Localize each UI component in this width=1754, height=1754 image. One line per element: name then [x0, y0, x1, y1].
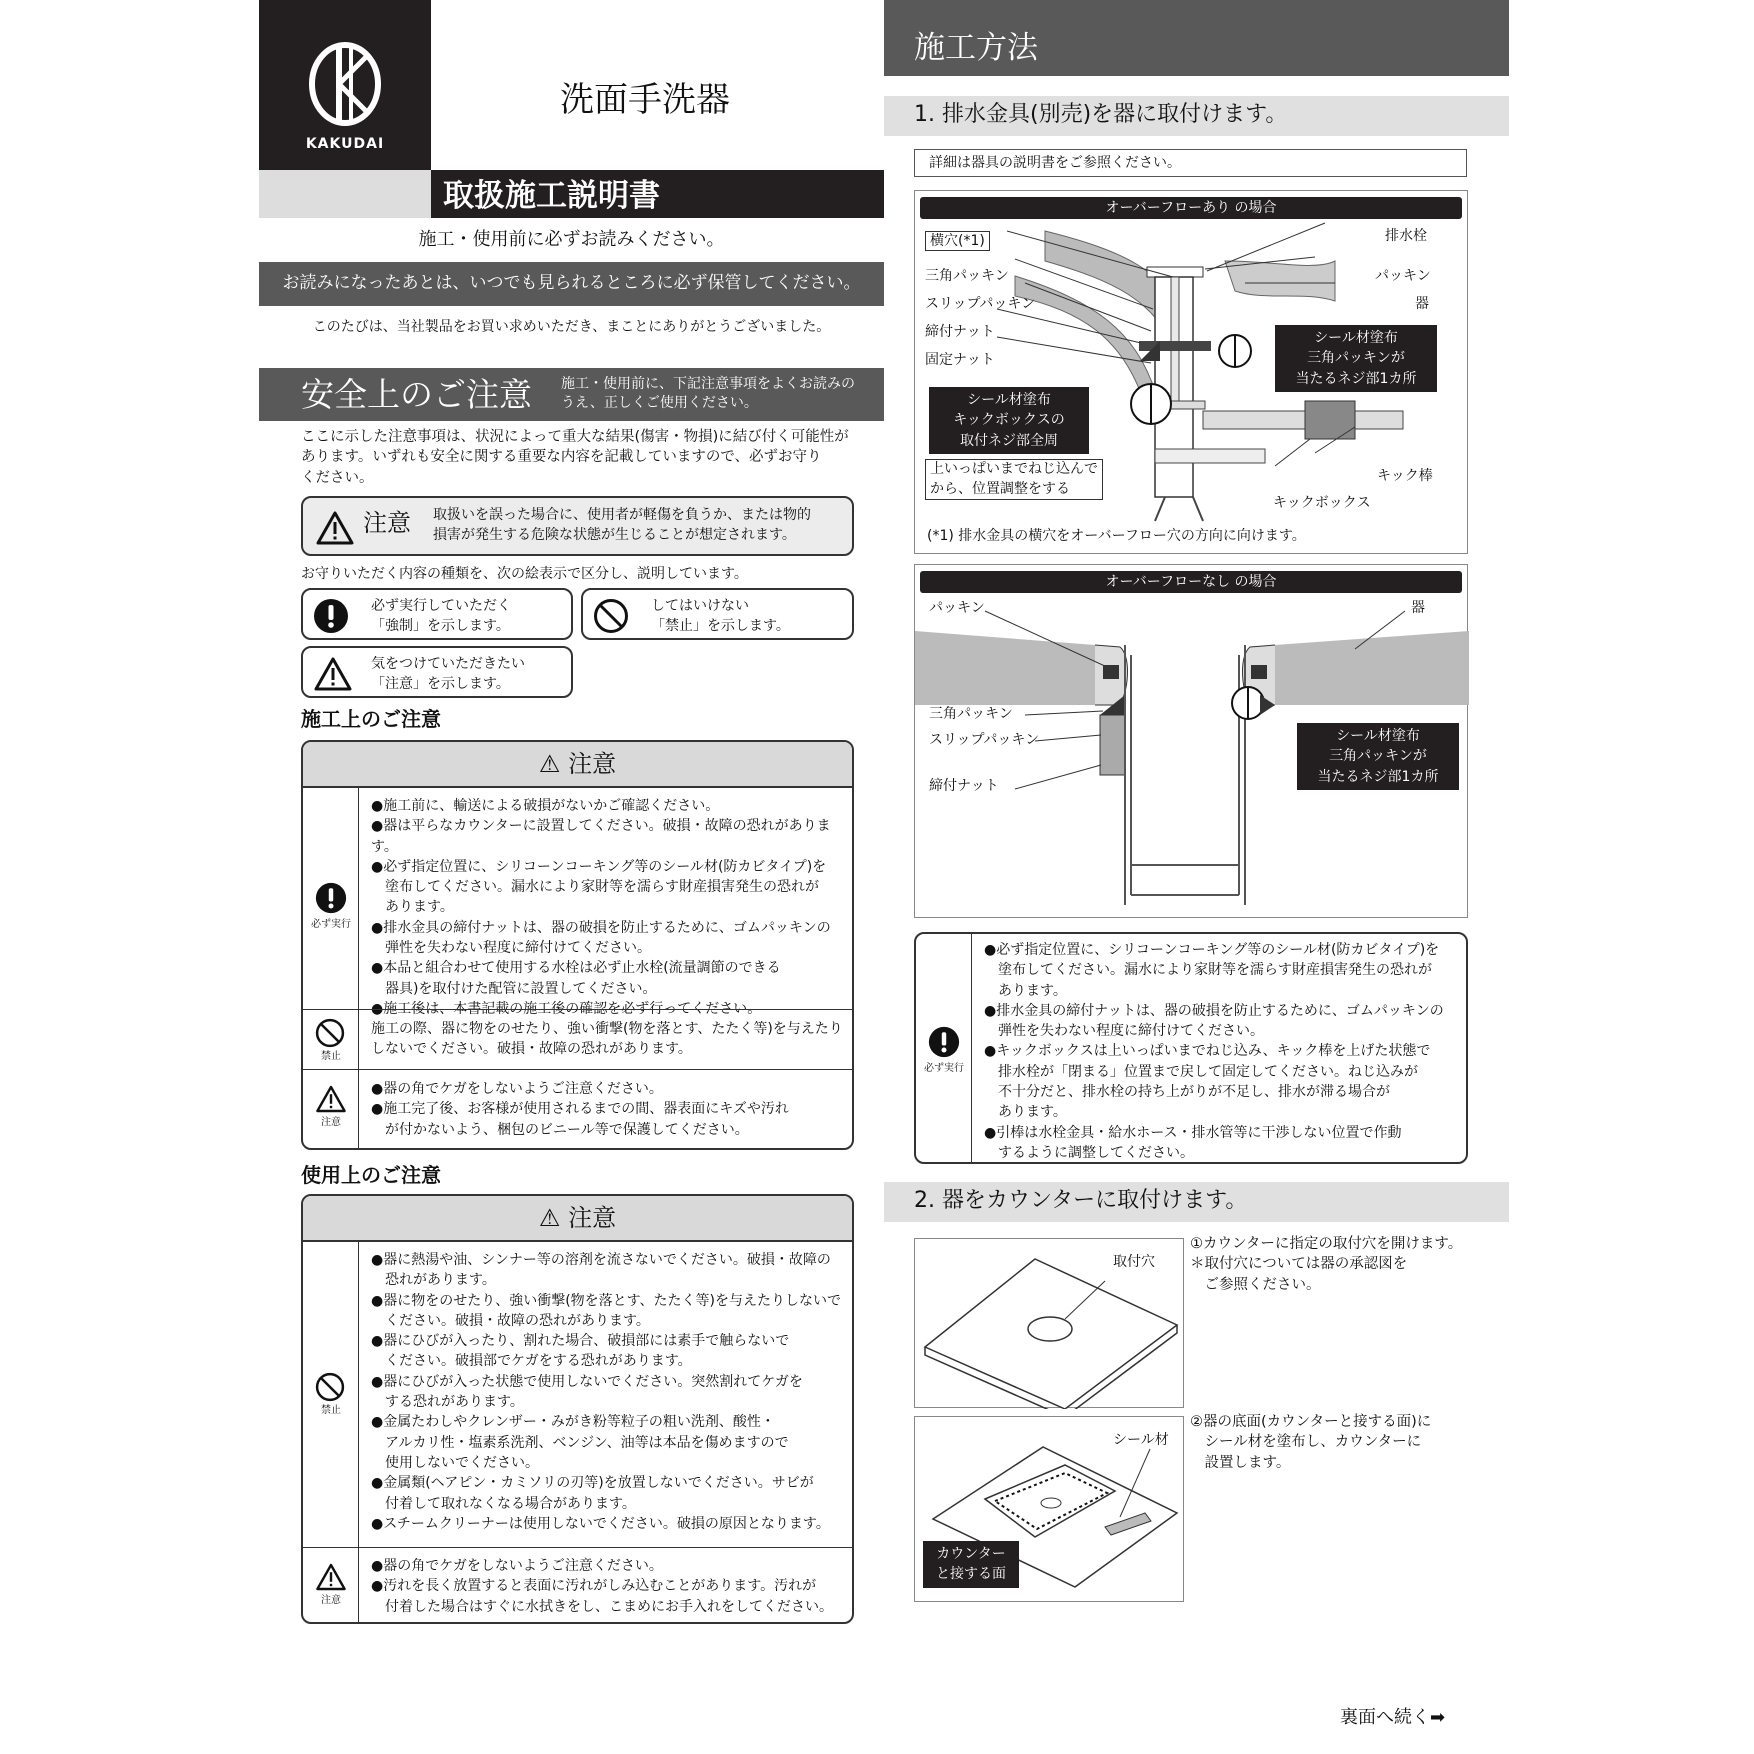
- seal-callout-triangle: シール材塗布 三角パッキンが 当たるネジ部1カ所: [1275, 325, 1437, 392]
- keep-notice: お読みになったあとは、いつでも見られるところに必ず保管してください。: [259, 262, 884, 306]
- detail-note: 詳細は器具の説明書をご参照ください。: [914, 149, 1467, 177]
- install-caution-table: [301, 740, 854, 1150]
- legend-intro: お守りいただく内容の種類を、次の絵表示で区分し、説明しています。: [301, 566, 748, 582]
- continue-notice: 裏面へ続く➡: [1340, 1707, 1446, 1728]
- contact-surface-callout: カウンター と接する面: [923, 1541, 1019, 1588]
- caution-definition: [301, 496, 854, 556]
- caution-triangle-icon: [315, 1562, 347, 1592]
- safety-title: 安全上のご注意: [301, 375, 532, 414]
- title-bar-accent: [259, 170, 431, 218]
- warning-triangle-icon: [315, 510, 355, 546]
- method-title: 施工方法: [884, 0, 1509, 76]
- install-ban-row: 禁止 施工の際、器に物をのせたり、強い衝撃(物を落とす、たたく等)を与えたり しないでください。破損・故障の恐れがあります。: [303, 1009, 852, 1069]
- brand-name: KAKUDAI: [305, 136, 385, 152]
- seal-callout-kickbox: シール材塗布 キックボックスの 取付ネジ部全周: [929, 387, 1089, 454]
- prohibited-icon: [315, 1372, 345, 1402]
- install-ban-text: 施工の際、器に物をのせたり、強い衝撃(物を落とす、たたく等)を与えたり しないでください。破損・故障の恐れがあります。: [371, 1021, 843, 1058]
- method-must-table: [914, 932, 1468, 1164]
- step2-instruction-2: ②器の底面(カウンターと接する面)に シール材を塗布し、カウンターに 設置します。: [1190, 1414, 1432, 1471]
- safety-header: [259, 368, 884, 421]
- install-must-text: ●施工前に、輸送による破損がないかご確認ください。 ●器は平らなカウンターに設置してください。破損・故障の恐れがあります。 ●必ず指定位置に、シリコーンコーキング等のシール材(防カビタイプ)を 塗布してください。漏水により家財等を濡らす財産損害発生の恐れが あります。 ●排水金具の締付ナットは、器の破損を防止するために、ゴムパッキンの 弾性を失わない程度に締付けてください。 ●本品と組合わせて使用する水栓は必ず止水栓(流量調節のできる 器具)を取付けた配管に設置してください。 ●施工後は、本書記載の施工後の確認を必ず行ってください。: [371, 798, 831, 1017]
- install-must-row: 必ず実行 ●施工前に、輸送による破損がないかご確認ください。 ●器は平らなカウンターに設置してください。破損・故障の恐れがあります。 ●必ず指定位置に、シリコーンコーキング等のシール材(防カビタイプ)を 塗布してください。漏水により家財等を濡らす財産損害発生の恐れが あります。 ●排水金具の締付ナットは、器の破損を防止するために、ゴムパッキンの 弾性を失わない程度に締付けてください。 ●本品と組合わせて使用する水栓は必ず止水栓(流量調節のできる 器具)を取付けた配管に設置してください。 ●施工後は、本書記載の施工後の確認を必ず行ってください。: [303, 788, 852, 1009]
- method-must-text: ●必ず指定位置に、シリコーンコーキング等のシール材(防カビタイプ)を 塗布してください。漏水により家財等を濡らす財産損害発生の恐れが あります。 ●排水金具の締付ナットは、器の破損を防止するために、ゴムパッキンの 弾性を失わない程度に締付けてください。 ●キックボックスは上いっぱいまでねじ込み、キック棒を上げた状態で 排水栓が「閉まる」位置まで戻して固定してください。ねじ込みが 不十分だと、排水栓の持ち上がりが不足し、排水が滞る場合が あります。 ●引棒は水栓金具・給水ホース・排水管等に干渉しない位置で作動 するように調整してください。: [984, 942, 1444, 1161]
- install-care-row: 注意 ●器の角でケガをしないようご注意ください。 ●施工完了後、お客様が使用されるまでの間、器表面にキズや汚れ が付かないよう、梱包のビニール等で保護してください。: [303, 1069, 852, 1150]
- thanks-message: このたびは、当社製品をお買い求めいただき、まことにありがとうございました。: [312, 319, 831, 335]
- usage-care-row: 注意 ●器の角でケガをしないようご注意ください。 ●汚れを長く放置すると表面に汚れがしみ込むことがあります。汚れが 付着した場合はすぐに水拭きをし、こまめにお手入れをしてください。: [303, 1547, 852, 1624]
- install-caution-title: 施工上のご注意: [301, 707, 441, 731]
- document-title: 取扱施工説明書: [431, 170, 884, 218]
- sealant-drawing: シール材 カウンター と接する面: [914, 1416, 1184, 1602]
- install-care-text: ●器の角でケガをしないようご注意ください。 ●施工完了後、お客様が使用されるまでの間、器表面にキズや汚れ が付かないよう、梱包のビニール等で保護してください。: [371, 1081, 789, 1138]
- warning-icon: ⚠: [538, 1204, 561, 1232]
- mandatory-icon: [928, 1026, 960, 1058]
- legend-prohibited: してはいけない 「禁止」を示します。: [581, 588, 854, 640]
- counter-hole-drawing: 取付穴: [914, 1238, 1184, 1408]
- mandatory-icon: [315, 882, 347, 914]
- install-caution-header: ⚠ 注意: [303, 742, 852, 788]
- prohibited-icon: [593, 598, 629, 634]
- usage-ban-row: 禁止 ●器に熱湯や油、シンナー等の溶剤を流さないでください。破損・故障の 恐れがあります。 ●器に物をのせたり、強い衝撃(物を落とす、たたく等)を与えたりしないで ください。破損・故障の恐れがあります。 ●器にひびが入ったり、割れた場合、破損部には素手で触らないで ください。破損部でケガをする恐れがあります。 ●器にひびが入った状態で使用しないでください。突然割れてケガを する恐れがあります。 ●金属たわしやクレンザー・みがき粉等粒子の粗い洗剤、酸性・ アルカリ性・塩素系洗剤、ベンジン、油等は本品を傷めますので 使用しないでください。 ●金属類(ヘアピン・カミソリの刃等)を放置しないでください。サビが 付着して取れなくなる場合があります。 ●スチームクリーナーは使用しないでください。破損の原因となります。: [303, 1242, 852, 1547]
- legend-caution: 気をつけていただきたい 「注意」を示します。: [301, 646, 573, 698]
- step2-instruction-1: ①カウンターに指定の取付穴を開けます。 ＊取付穴については器の承認図を ご参照ください。: [1190, 1236, 1463, 1293]
- caution-definition-text: 取扱いを誤った場合に、使用者が軽傷を負うか、または物的 損害が発生する危険な状態が生じることが想定されます。: [433, 507, 811, 543]
- brand-logo: [259, 0, 431, 170]
- diagram-overflow-no: オーバーフローなし の場合 パッキン 器 三角パッキン スリップパッキン 締付ナット シール材塗布 三角パッキンが 当たるネジ部1カ所: [914, 564, 1468, 918]
- usage-caution-table: [301, 1194, 854, 1624]
- step1-heading: 1. 排水金具(別売)を器に取付けます。: [884, 96, 1509, 136]
- method-must-row: 必ず実行 ●必ず指定位置に、シリコーンコーキング等のシール材(防カビタイプ)を 塗布してください。漏水により家財等を濡らす財産損害発生の恐れが あります。 ●排水金具の締付ナットは、器の破損を防止するために、ゴムパッキンの 弾性を失わない程度に締付けてください。 ●キックボックスは上いっぱいまでねじ込み、キック棒を上げた状態で 排水栓が「閉まる」位置まで戻して固定してください。ねじ込みが 不十分だと、排水栓の持ち上がりが不足し、排水が滞る場合が あります。 ●引棒は水栓金具・給水ホース・排水管等に干渉しない位置で作動 するように調整してください。: [916, 934, 1466, 1164]
- usage-caution-title: 使用上のご注意: [301, 1163, 441, 1187]
- usage-care-text: ●器の角でケガをしないようご注意ください。 ●汚れを長く放置すると表面に汚れがしみ込むことがあります。汚れが 付着した場合はすぐに水拭きをし、こまめにお手入れをしてください。: [371, 1558, 833, 1615]
- diagram-overflow-yes: オーバーフローあり の場合 横穴(*1) 三角パッキン スリップパッキン 締付ナット 固定ナット 排水栓 パッキン 器 キック棒 キックボックス 上いっぱいまでねじ込んで から、位置調整をする シール材塗布 キックボックスの 取付ネジ部全周 シール材塗布 三角パッキンが 当たるネジ部1カ所 (*1) 排水金具の横穴をオーバーフロー穴の方向に向けます。: [914, 190, 1468, 554]
- kakudai-logo-mark: [309, 42, 381, 126]
- side-hole-footnote: (*1) 排水金具の横穴をオーバーフロー穴の方向に向けます。: [927, 528, 1306, 544]
- step2-heading: 2. 器をカウンターに取付けます。: [884, 1182, 1509, 1222]
- seal-callout-no-overflow: シール材塗布 三角パッキンが 当たるネジ部1カ所: [1297, 723, 1459, 790]
- safety-intro: ここに示した注意事項は、状況によって重大な結果(傷害・物損)に結び付く可能性が あります。いずれも安全に関する重要な内容を記載していますので、必ずお守り ください。: [301, 429, 849, 486]
- caution-triangle-icon: [313, 656, 353, 692]
- safety-subtitle: 施工・使用前に、下記注意事項をよくお読みの うえ、正しくご使用ください。: [561, 376, 855, 411]
- overflow-no-banner: オーバーフローなし の場合: [920, 571, 1462, 593]
- warning-icon: ⚠: [538, 750, 561, 778]
- usage-caution-header: ⚠ 注意: [303, 1196, 852, 1242]
- mandatory-icon: [313, 598, 349, 634]
- read-before-notice: 施工・使用前に必ずお読みください。: [418, 229, 725, 250]
- caution-triangle-icon: [315, 1084, 347, 1114]
- prohibited-icon: [315, 1018, 345, 1048]
- usage-ban-text: ●器に熱湯や油、シンナー等の溶剤を流さないでください。破損・故障の 恐れがあります。 ●器に物をのせたり、強い衝撃(物を落とす、たたく等)を与えたりしないで ください。破損・故障の恐れがあります。 ●器にひびが入ったり、割れた場合、破損部には素手で触らないで ください。破損部でケガをする恐れがあります。 ●器にひびが入った状態で使用しないでください。突然割れてケガを する恐れがあります。 ●金属たわしやクレンザー・みがき粉等粒子の粗い洗剤、酸性・ アルカリ性・塩素系洗剤、ベンジン、油等は本品を傷めますので 使用しないでください。 ●金属類(ヘアピン・カミソリの刃等)を放置しないでください。サビが 付着して取れなくなる場合があります。 ●スチームクリーナーは使用しないでください。破損の原因となります。: [371, 1252, 842, 1532]
- caution-word: 注意: [363, 509, 411, 537]
- legend-must: 必ず実行していただく 「強制」を示します。: [301, 588, 573, 640]
- overflow-yes-banner: オーバーフローあり の場合: [920, 197, 1462, 219]
- product-name: 洗面手洗器: [560, 80, 730, 120]
